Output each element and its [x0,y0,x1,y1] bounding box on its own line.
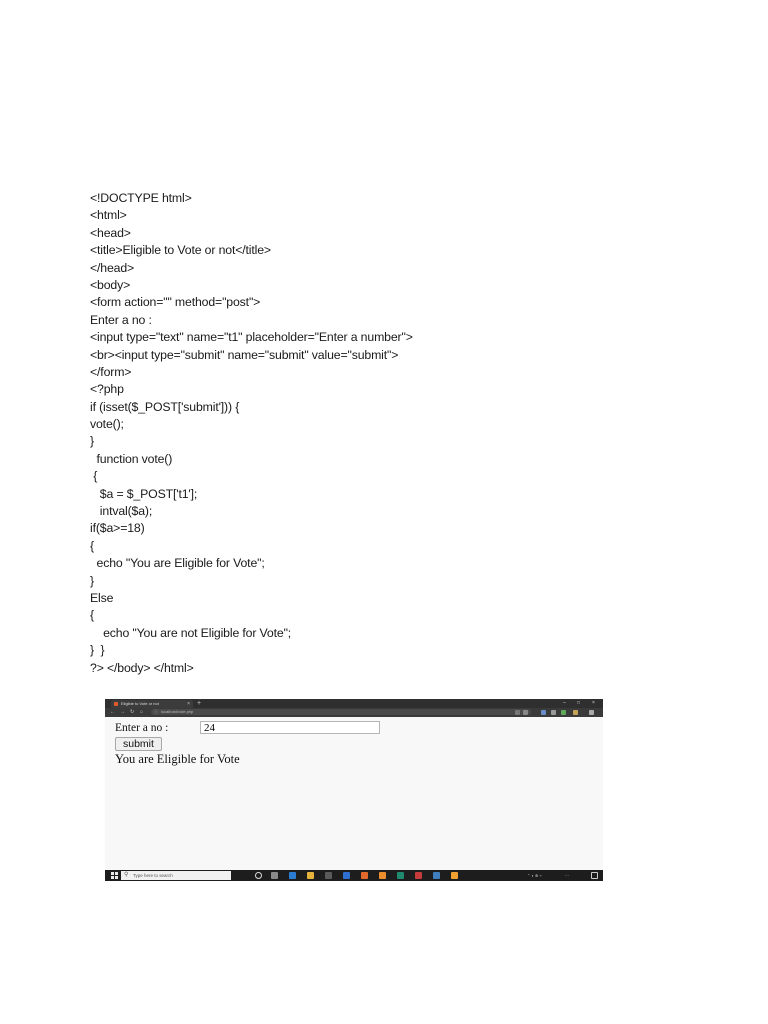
address-bar[interactable] [151,709,531,715]
system-tray-icons[interactable]: ⌃ ◐ ⊕ ⌁ [527,873,542,878]
browser-screenshot [105,699,603,881]
xampp-icon[interactable] [451,872,458,879]
app-icon[interactable] [379,872,386,879]
windows-start-icon[interactable] [111,872,118,879]
code-line: { [90,469,98,484]
code-line: <input type="text" name="t1" placeholder="Enter a number"> [90,330,413,345]
home-icon[interactable]: ⌂ [140,709,144,715]
php-code-listing [90,190,690,677]
code-line: if (isset($_POST['submit'])) { [90,399,240,414]
code-line: intval($a); [90,504,153,519]
window-close-icon[interactable]: × [592,700,595,706]
address-url: localhost/vote.php [161,709,194,714]
app-icon[interactable] [361,872,368,879]
code-line: <html> [90,208,127,223]
clock-readout[interactable]: ⋯ [565,873,569,878]
enter-number-label: Enter a no : [115,722,169,734]
code-line: Enter a no : [90,312,152,327]
zoom-icon[interactable] [515,710,520,715]
code-line: { [90,538,94,553]
code-line: } } [90,643,105,658]
code-line: <head> [90,225,131,240]
app-icon[interactable] [397,872,404,879]
code-line: </head> [90,260,135,275]
extension-icon[interactable] [541,710,546,715]
arrow-left-icon[interactable]: ← [110,709,115,715]
code-line: <?php [90,382,124,397]
browser-toolbar [105,708,603,717]
mail-icon[interactable] [343,872,350,879]
close-tab-icon[interactable]: × [187,701,190,707]
code-line: $a = $_POST['t1']; [90,486,198,501]
bookmark-star-icon[interactable] [523,710,528,715]
file-explorer-icon[interactable] [307,872,314,879]
search-icon: ⚲ [124,872,129,878]
result-message: You are Eligible for Vote [115,752,240,766]
taskbar-search-box[interactable] [121,871,231,880]
number-input[interactable] [200,721,380,734]
app-icon[interactable] [433,872,440,879]
browser-tab-bar [105,699,603,708]
code-line: } [90,434,94,449]
avatar[interactable] [573,710,578,715]
code-line: ?> </body> </html> [90,660,194,675]
store-icon[interactable] [325,872,332,879]
arrow-right-icon[interactable]: → [120,709,125,715]
code-line: <title>Eligible to Vote or not</title> [90,243,271,258]
code-line: { [90,608,94,623]
code-line: <br><input type="submit" name="submit" value="submit"> [90,347,399,362]
code-line: <body> [90,277,131,292]
browser-tab[interactable] [111,700,193,708]
maximize-icon[interactable]: □ [577,700,581,706]
code-line: Else [90,590,114,605]
reload-icon[interactable]: ↻ [130,709,135,715]
app-icon[interactable] [415,872,422,879]
new-tab-icon[interactable]: + [197,700,202,707]
code-line: function vote() [90,451,173,466]
code-line: echo "You are not Eligible for Vote"; [90,625,292,640]
task-view-icon[interactable] [271,872,278,879]
cortana-icon[interactable] [255,872,262,879]
code-line: </form> [90,364,132,379]
browser-tab-title: Eligible to Vote or not [121,701,159,706]
code-line: vote(); [90,417,124,432]
extension-icon[interactable] [551,710,556,715]
search-placeholder: Type here to search [133,873,173,878]
windows-taskbar [105,870,603,881]
favicon-icon [114,702,118,706]
edge-icon[interactable] [289,872,296,879]
code-line: echo "You are Eligible for Vote"; [90,556,265,571]
code-line: if($a>=18) [90,521,145,536]
minimize-icon[interactable]: – [563,700,566,706]
menu-icon[interactable] [589,710,594,715]
code-line: <form action="" method="post"> [90,295,261,310]
code-line: <!DOCTYPE html> [90,191,192,205]
notifications-icon[interactable] [591,872,598,879]
info-icon: ⓘ [154,709,158,714]
extension-icon[interactable] [561,710,566,715]
code-line: } [90,573,94,588]
page-content [105,717,603,870]
submit-button[interactable]: submit [115,737,162,751]
